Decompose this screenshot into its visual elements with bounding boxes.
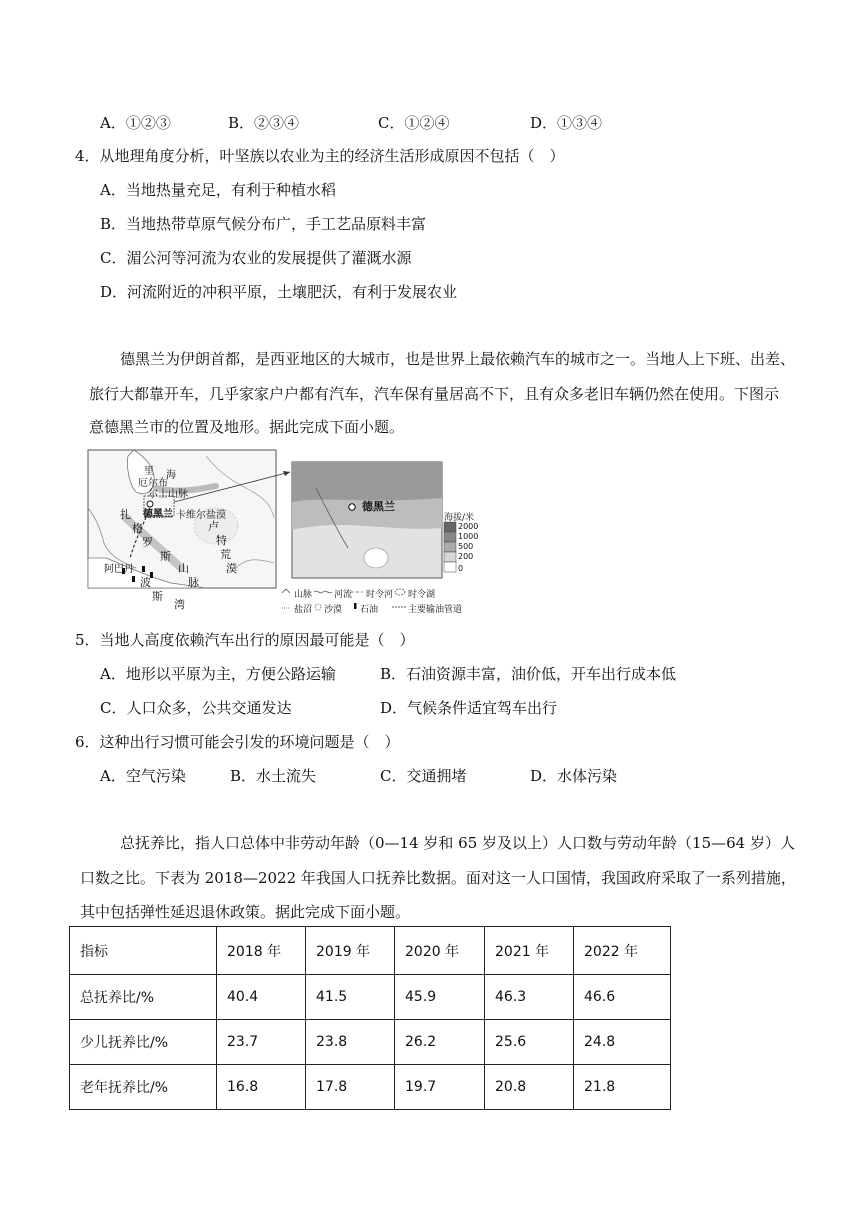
- map-label-mai: 脉: [188, 576, 199, 589]
- oil-icon: [142, 566, 145, 572]
- elevation-level-1000: 1000: [458, 532, 479, 541]
- table-cell: 少儿抚养比/%: [70, 1020, 217, 1065]
- map-label-abadan: 阿巴丹: [104, 564, 134, 575]
- legend-mountain: 山脉: [294, 590, 313, 600]
- legend-desert: 沙漠: [324, 605, 343, 615]
- elevation-level-2000: 2000: [458, 522, 479, 531]
- inset-city-label: 德黑兰: [362, 500, 395, 513]
- q5-stem: 5．当地人高度依赖汽车出行的原因最可能是（ ）: [75, 631, 415, 649]
- legend-pipeline: 主要输油管道: [408, 605, 463, 615]
- q3-option-a: A．①②③: [100, 114, 171, 132]
- passage3-line3: 其中包括弹性延迟退休政策。据此完成下面小题。: [80, 903, 411, 921]
- passage2-line3: 意德黑兰市的位置及地形。据此完成下面小题。: [89, 418, 405, 436]
- legend-river: 河流: [334, 590, 353, 600]
- passage3-line1: 总抚养比，指人口总体中非劳动年龄（0—14 岁和 65 岁及以上）人口数与劳动年龄（15—64 岁）人: [120, 834, 795, 852]
- map-label-huang: 荒: [220, 548, 231, 561]
- table-cell: 26.2: [395, 1020, 485, 1065]
- table-cell: 16.8: [217, 1065, 306, 1110]
- map-label-mo: 漠: [226, 562, 237, 575]
- q6-options: [100, 765, 617, 786]
- table-row: [70, 1020, 671, 1065]
- elevation-legend: [444, 522, 456, 572]
- passage2-line1: 德黑兰为伊朗首都，是西亚地区的大城市，也是世界上最依赖汽车的城市之一。当地人上下班、出差、: [120, 350, 796, 368]
- q4-option-d: D．河流附近的冲积平原，土壤肥沃，有利于发展农业: [100, 283, 458, 301]
- table-cell: 45.9: [395, 975, 485, 1020]
- elevation-level-500: 500: [458, 542, 474, 551]
- map-label-si: 斯: [160, 550, 171, 563]
- table-cell: 46.6: [574, 975, 671, 1020]
- q4-stem: 4．从地理角度分析，叶坚族以农业为主的经济生活形成原因不包括（ ）: [75, 147, 565, 165]
- inset-high-elevation: [292, 462, 442, 502]
- table-header-cell: 2021 年: [485, 927, 574, 975]
- map-label-city: 德黑兰: [143, 509, 173, 520]
- table-header-cell: 2019 年: [306, 927, 395, 975]
- q4-option-b: B．当地热带草原气候分布广，手工艺品原料丰富: [100, 215, 427, 233]
- map-label-wan: 湾: [174, 598, 185, 611]
- map-label-sea-li: 里: [144, 466, 154, 477]
- map-label-zha: 扎: [120, 508, 131, 521]
- q4-option-c: C．湄公河等河流为农业的发展提供了灌溉水源: [100, 249, 412, 267]
- table-cell: 23.8: [306, 1020, 395, 1065]
- table-header-cell: 2018 年: [217, 927, 306, 975]
- table-cell: 21.8: [574, 1065, 671, 1110]
- table-cell: 老年抚养比/%: [70, 1065, 217, 1110]
- q6-option-c: C．交通拥堵: [380, 767, 467, 785]
- map-label-bo: 波: [140, 576, 151, 589]
- inset-lake-shape: [364, 548, 388, 568]
- mountain-symbol: [282, 589, 290, 593]
- q6-option-a: A．空气污染: [100, 767, 186, 785]
- map-label-lu: 卢: [208, 520, 219, 533]
- table-header-cell: 指标: [70, 927, 217, 975]
- oil-icon: [132, 576, 135, 582]
- table-header-cell: 2022 年: [574, 927, 671, 975]
- map-label-mountain1b: 尔士山脉: [148, 489, 188, 500]
- map-label-ge: 格: [132, 522, 143, 535]
- tehran-map-figure: [86, 448, 506, 616]
- table-cell: 19.7: [395, 1065, 485, 1110]
- map-label-te: 特: [216, 534, 227, 547]
- q3-option-b: B．②③④: [228, 114, 300, 132]
- elevation-title: 海拔/米: [444, 513, 475, 523]
- table-cell: 40.4: [217, 975, 306, 1020]
- q4-option-a: A．当地热量充足，有利于种植水稻: [100, 181, 336, 199]
- map-label-si2: 斯: [152, 590, 163, 603]
- table-cell: 24.8: [574, 1020, 671, 1065]
- table-cell: 23.7: [217, 1020, 306, 1065]
- table-cell: 总抚养比/%: [70, 975, 217, 1020]
- map-label-shan: 山: [178, 562, 189, 575]
- table-cell: 41.5: [306, 975, 395, 1020]
- oil-legend-icon: [354, 603, 357, 609]
- q6-option-d: D．水体污染: [530, 767, 618, 785]
- dependency-ratio-table: [69, 926, 671, 1110]
- q3-option-d: D．①③④: [530, 114, 603, 132]
- legend-marsh: 盐沼: [294, 605, 313, 615]
- inset-pointer-arrowhead: [283, 471, 290, 476]
- elevation-level-200: 200: [458, 552, 474, 561]
- map-label-mountain1: 厄尔布: [138, 478, 168, 489]
- q6-stem: 6．这种出行习惯可能会引发的环境问题是（ ）: [75, 733, 400, 751]
- map-label-sea-hai: 海: [166, 470, 176, 481]
- map-label-luo: 罗: [142, 536, 153, 549]
- legend-oil: 石油: [360, 605, 379, 615]
- map-label-desert1: 卡维尔盐漠: [176, 510, 226, 521]
- q3-options: [100, 112, 602, 133]
- table-header-row: [70, 927, 671, 975]
- q5-option-a: A．地形以平原为主，方便公路运输: [100, 665, 336, 683]
- q5-option-d: D．气候条件适宜驾车出行: [380, 699, 558, 717]
- inset-tehran-icon: [349, 504, 355, 510]
- table-cell: 25.6: [485, 1020, 574, 1065]
- q3-option-c: C．①②④: [378, 114, 450, 132]
- passage2-line2: 旅行大都靠开车，几乎家家户户都有汽车，汽车保有量居高不下，且有众多老旧车辆仍然在使用。下图示: [89, 385, 780, 403]
- table-cell: 17.8: [306, 1065, 395, 1110]
- river-symbol: [314, 591, 332, 593]
- q6-option-b: B．水土流失: [230, 767, 317, 785]
- table-header-cell: 2020 年: [395, 927, 485, 975]
- seasonal-lake-symbol: [395, 589, 405, 595]
- table-cell: 46.3: [485, 975, 574, 1020]
- elevation-level-0: 0: [458, 564, 464, 573]
- passage3-line2: 口数之比。下表为 2018—2022 年我国人口抚养比数据。面对这一人口国情，我国政府采取了一系列措施，: [80, 869, 796, 887]
- table-row: [70, 975, 671, 1020]
- q5-option-c: C．人口众多，公共交通发达: [100, 699, 292, 717]
- q5-option-b: B．石油资源丰富，油价低，开车出行成本低: [380, 665, 677, 683]
- legend-seasonal-river: 时令河: [366, 590, 394, 600]
- desert-symbol: [315, 604, 321, 610]
- table-cell: 20.8: [485, 1065, 574, 1110]
- legend-seasonal-lake: 时令湖: [408, 590, 436, 600]
- table-row: [70, 1065, 671, 1110]
